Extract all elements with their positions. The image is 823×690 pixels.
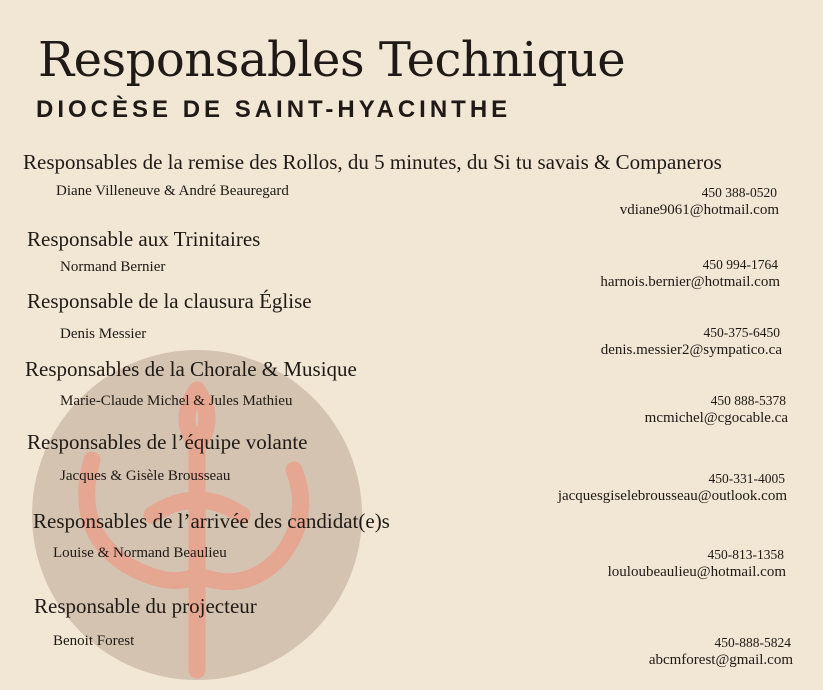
email-address[interactable]: abcmforest@gmail.com	[648, 652, 793, 668]
phone-number: 450-888-5824	[714, 635, 791, 650]
section-heading-chorale: Responsables de la Chorale & Musique	[25, 357, 357, 381]
section-names-rollos: Diane Villeneuve & André Beauregard	[56, 183, 289, 199]
email-address[interactable]: harnois.bernier@hotmail.com	[600, 274, 780, 290]
section-heading-trinitaires: Responsable aux Trinitaires	[27, 227, 261, 251]
email-address[interactable]: mcmichel@cgocable.ca	[644, 410, 788, 426]
section-names-chorale: Marie-Claude Michel & Jules Mathieu	[60, 393, 293, 409]
section-heading-equipe-volante: Responsables de l’équipe volante	[27, 430, 308, 454]
email-address[interactable]: louloubeaulieu@hotmail.com	[607, 564, 786, 580]
section-names-trinitaires: Normand Bernier	[60, 259, 166, 275]
section-contact-trinitaires	[380, 256, 780, 292]
section-contact-chorale	[388, 392, 788, 428]
phone-number: 450 994-1764	[702, 257, 778, 272]
section-heading-rollos: Responsables de la remise des Rollos, du 5 minutes, du Si tu savais & Companeros	[23, 150, 722, 174]
section-heading-arrivee: Responsables de l’arrivée des candidat(e)s	[33, 509, 390, 533]
section-heading-clausura: Responsable de la clausura Église	[27, 289, 312, 313]
email-address[interactable]: denis.messier2@sympatico.ca	[600, 342, 782, 358]
section-names-arrivee: Louise & Normand Beaulieu	[53, 545, 227, 561]
section-names-equipe-volante: Jacques & Gisèle Brousseau	[60, 468, 231, 484]
section-contact-rollos	[379, 184, 779, 220]
page-subtitle: DIOCÈSE DE SAINT-HYACINTHE	[36, 96, 512, 123]
section-contact-equipe-volante	[387, 470, 787, 506]
page-title: Responsables Technique	[38, 32, 626, 88]
section-heading-projecteur: Responsable du projecteur	[34, 594, 257, 618]
section-names-projecteur: Benoit Forest	[53, 633, 135, 649]
section-contact-projecteur	[393, 634, 793, 670]
email-address[interactable]: jacquesgiselebrousseau@outlook.com	[557, 488, 787, 504]
section-names-clausura: Denis Messier	[60, 326, 147, 342]
phone-number: 450 888-5378	[710, 393, 786, 408]
section-contact-arrivee	[386, 546, 786, 582]
section-contact-clausura	[382, 324, 782, 360]
phone-number: 450-375-6450	[703, 325, 780, 340]
phone-number: 450-813-1358	[707, 547, 784, 562]
phone-number: 450 388-0520	[701, 185, 777, 200]
email-address[interactable]: vdiane9061@hotmail.com	[619, 202, 779, 218]
phone-number: 450-331-4005	[708, 471, 785, 486]
